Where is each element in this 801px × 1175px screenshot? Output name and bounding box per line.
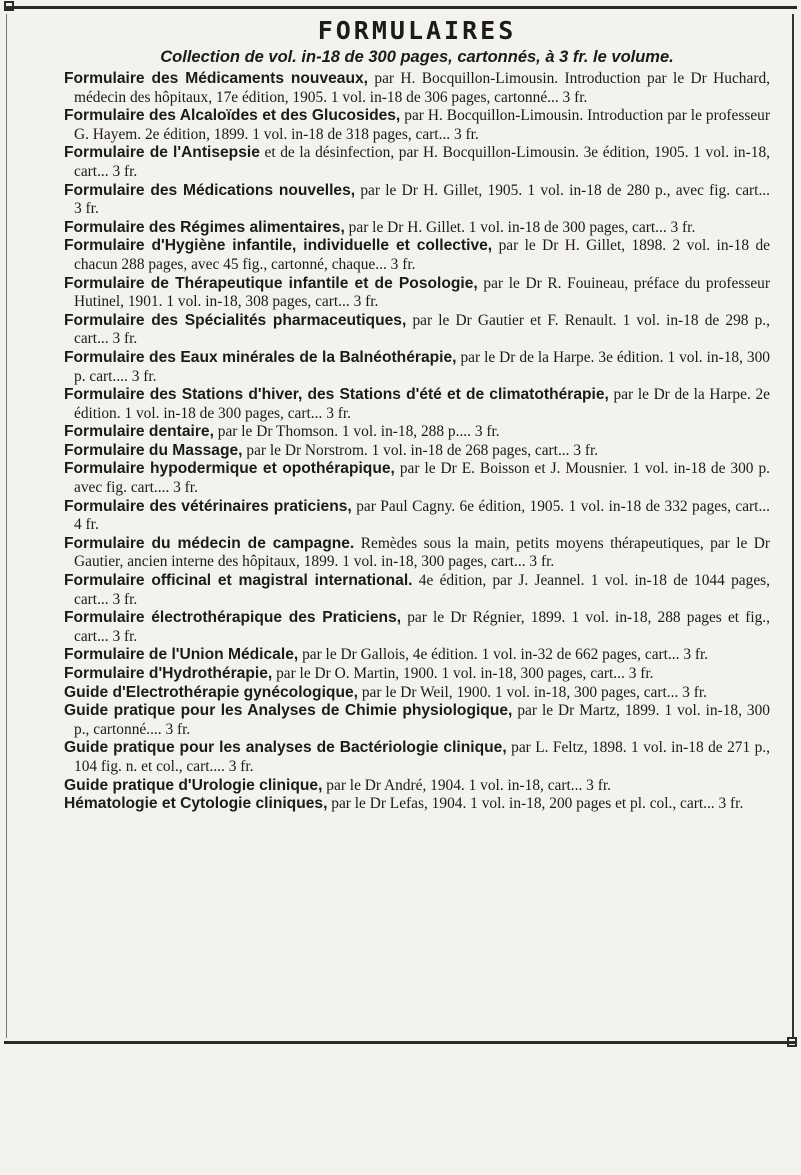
entry-price: 3 fr. <box>529 553 555 571</box>
catalog-entry: Formulaire des Spécialités pharmaceutiques, par le Dr Gautier et F. Renault. 1 vol. in-18 de 298 p., cart... 3 fr. <box>64 311 770 348</box>
collection-subtitle: Collection de vol. in-18 de 300 pages, cartonnés, à 3 fr. le volume. <box>160 48 674 66</box>
entry-description: par le Dr O. Martin, 1900. 1 vol. in-18, 300 pages, cart <box>276 665 614 682</box>
entry-price: 3 fr. <box>453 125 479 143</box>
entry-title: Formulaire dentaire, <box>64 423 214 441</box>
entry-price: 3 fr. <box>670 218 696 236</box>
entry-title: Formulaire électrothérapique des Praticiens, <box>64 609 402 627</box>
catalog-entry: Formulaire des Eaux minérales de la Balnéothérapie, par le Dr de la Harpe. 3e édition. 1 vol. in-18, 300 p. cart.... 3 fr. <box>64 348 770 385</box>
catalog-entry: Formulaire hypodermique et opothérapique, par le Dr E. Boisson et J. Mousnier. 1 vol. in-18 de 300 p. avec fig. cart.... 3 fr. <box>64 460 770 497</box>
entry-title: Formulaire des Spécialités pharmaceutiques, <box>64 311 407 329</box>
catalog-entry: Formulaire des Médicaments nouveaux, par H. Bocquillon-Limousin. Introduction par le Dr Huchard, médecin des hôpitaux, 17e édition, 1905. 1 vol. in-18 de 306 pages, cartonné... 3 fr. <box>64 70 770 106</box>
entry-description: par le Dr Martz, 1899. 1 vol. in-18, 300 p., cartonné. <box>74 702 770 738</box>
entry-title: Guide pratique pour les Analyses de Chimie physiologique, <box>64 702 513 720</box>
entry-description: par le Dr de la Harpe. 2e édition. 1 vol. in-18 de 300 pages, cart <box>74 386 770 422</box>
entry-list <box>64 70 770 814</box>
entry-title: Formulaire des Stations d'hiver, des Stations d'été et de climatothérapie, <box>64 386 609 404</box>
entry-price: 4 fr. <box>74 516 99 534</box>
entry-description: 4e édition, par J. Jeannel. 1 vol. in-18 de 1044 pages, cart <box>74 572 770 608</box>
entry-description: par le Dr André, 1904. 1 vol. in-18, cart <box>326 776 571 794</box>
top-border-rule <box>4 6 797 9</box>
catalog-entry: Formulaire dentaire, par le Dr Thomson. 1 vol. in-18, 288 p.... 3 fr. <box>64 423 500 441</box>
entry-description: par le Dr Norstrom. 1 vol. in-18 de 268 pages, cart <box>246 441 558 459</box>
catalog-page <box>64 14 770 814</box>
entry-title: Formulaire des Régimes alimentaires, <box>64 218 345 236</box>
entry-title: Formulaire officinal et magistral international. <box>64 572 413 590</box>
entry-description: par le Dr Gautier et F. Renault. 1 vol. in-18 de 298 p., cart <box>74 311 770 348</box>
entry-price: 3 fr. <box>586 776 611 794</box>
catalog-entry: Formulaire de Thérapeutique infantile et de Posologie, par le Dr R. Fouineau, préface du professeur Hutinel, 1901. 1 vol. in-18, 308 pages, cart... 3 fr. <box>64 274 770 311</box>
entry-price: 3 fr. <box>173 479 198 497</box>
entry-description: par le Dr Gallois, 4e édition. 1 vol. in-32 de 662 pages, cart <box>302 646 668 664</box>
catalog-entry: Formulaire des Stations d'hiver, des Stations d'été et de climatothérapie, par le Dr de la Harpe. 2e édition. 1 vol. in-18 de 300 pages, cart... 3 fr. <box>64 386 770 422</box>
entry-title: Formulaire des Eaux minérales de la Balnéothérapie, <box>64 348 457 366</box>
page-title: FORMULAIRES <box>317 16 517 45</box>
entry-description: par H. Bocquillon-Limousin. Introduction par le professeur G. Hayem. 2e édition, 1899. 1 vol. in-18 de 318 pages, cart <box>74 107 770 143</box>
entry-price: 3 fr. <box>718 795 744 813</box>
entry-description: par le Dr H. Gillet, 1898. 2 vol. in-18 de chacun 288 pages, avec 45 fig., cartonné, chaque <box>74 237 770 273</box>
entry-price: 3 fr. <box>131 367 157 385</box>
entry-price: 3 fr. <box>683 646 709 664</box>
entry-description: Remèdes sous la main, petits moyens thérapeutiques, par le Dr Gautier, ancien interne des hôpitaux, 1899. 1 vol. in-18, 300 pages, cart <box>74 534 770 571</box>
entry-description: par le Dr Régnier, 1899. 1 vol. in-18, 288 pages et fig., cart <box>74 609 770 645</box>
entry-description: par Paul Cagny. 6e édition, 1905. 1 vol. in-18 de 332 pages, cart <box>356 497 759 515</box>
entry-title: Formulaire des Médications nouvelles, <box>64 181 356 199</box>
entry-price: 3 fr. <box>573 441 599 459</box>
catalog-entry: Formulaire du médecin de campagne. Remèdes sous la main, petits moyens thérapeutiques, par le Dr Gautier, ancien interne des hôpitaux, 1899. 1 vol. in-18, 300 pages, cart... 3 fr. <box>64 534 770 571</box>
catalog-entry: Formulaire de l'Union Médicale, par le Dr Gallois, 4e édition. 1 vol. in-32 de 662 pages, cart... 3 fr. <box>64 646 709 664</box>
catalog-entry: Guide d'Electrothérapie gynécologique, par le Dr Weil, 1900. 1 vol. in-18, 300 pages, cart... 3 fr. <box>64 683 707 701</box>
catalog-entry: Formulaire des Régimes alimentaires, par le Dr H. Gillet. 1 vol. in-18 de 300 pages, cart... 3 fr. <box>64 218 696 236</box>
entry-title: Formulaire de l'Union Médicale, <box>64 646 299 664</box>
catalog-entry: Formulaire des Alcaloïdes et des Glucosides, par H. Bocquillon-Limousin. Introduction par le professeur G. Hayem. 2e édition, 1899. 1 vol. in-18 de 318 pages, cart... 3 fr. <box>64 107 770 143</box>
catalog-entry: Formulaire des vétérinaires praticiens, par Paul Cagny. 6e édition, 1905. 1 vol. in-18 de 332 pages, cart... 4 fr. <box>64 497 770 534</box>
catalog-entry: Formulaire d'Hygiène infantile, individuelle et collective, par le Dr H. Gillet, 1898. 2 vol. in-18 de chacun 288 pages, avec 45 fig., cartonné, chaque... 3 fr. <box>64 237 770 273</box>
catalog-entry: Formulaire officinal et magistral international. 4e édition, par J. Jeannel. 1 vol. in-18 de 1044 pages, cart... 3 fr. <box>64 572 770 608</box>
catalog-entry: Guide pratique d'Urologie clinique, par le Dr André, 1904. 1 vol. in-18, cart... 3 fr. <box>64 776 611 794</box>
entry-price: 3 fr. <box>112 162 138 180</box>
entry-description: par le Dr E. Boisson et J. Mousnier. 1 vol. in-18 de 300 p. avec fig. cart. <box>74 460 770 497</box>
entry-title: Formulaire de l'Antisepsie <box>64 144 260 162</box>
catalog-entry: Guide pratique pour les Analyses de Chimie physiologique, par le Dr Martz, 1899. 1 vol. in-18, 300 p., cartonné.... 3 fr. <box>64 702 770 738</box>
catalog-entry: Formulaire électrothérapique des Praticiens, par le Dr Régnier, 1899. 1 vol. in-18, 288 pages et fig., cart... 3 fr. <box>64 609 770 645</box>
entry-title: Formulaire du médecin de campagne. <box>64 534 355 552</box>
catalog-entry: Formulaire de l'Antisepsie et de la désinfection, par H. Bocquillon-Limousin. 3e édition, 1905. 1 vol. in-18, cart... 3 fr. <box>64 144 770 180</box>
entry-title: Formulaire du Massage, <box>64 441 243 459</box>
entry-title: Guide pratique d'Urologie clinique, <box>64 776 323 794</box>
catalog-entry: Formulaire d'Hydrothérapie, par le Dr O. Martin, 1900. 1 vol. in-18, 300 pages, cart... 3 fr. <box>64 665 654 682</box>
entry-price: 3 fr. <box>628 665 654 682</box>
entry-price: 3 fr. <box>353 293 379 311</box>
entry-price: 3 fr. <box>165 720 191 738</box>
entry-title: Formulaire d'Hygiène infantile, individuelle et collective, <box>64 237 493 255</box>
entry-title: Guide pratique pour les analyses de Bactériologie clinique, <box>64 739 507 757</box>
entry-price: 3 fr. <box>112 330 138 348</box>
catalog-entry: Guide pratique pour les analyses de Bactériologie clinique, par L. Feltz, 1898. 1 vol. in-18 de 271 p., 104 fig. n. et col., cart.... 3 fr. <box>64 739 770 775</box>
entry-price: 3 fr. <box>326 404 351 422</box>
entry-price: 3 fr. <box>112 590 138 608</box>
entry-title: Formulaire des vétérinaires praticiens, <box>64 497 352 515</box>
entry-price: 3 fr. <box>228 757 254 775</box>
entry-title: Formulaire d'Hydrothérapie, <box>64 665 273 682</box>
catalog-entry: Formulaire des Médications nouvelles, par le Dr H. Gillet, 1905. 1 vol. in-18 de 280 p., avec fig. cart... 3 fr. <box>64 181 770 218</box>
entry-title: Formulaire de Thérapeutique infantile et de Posologie, <box>64 274 478 292</box>
entry-price: 3 fr. <box>474 423 500 441</box>
entry-price: 3 fr. <box>112 627 138 645</box>
entry-title: Guide d'Electrothérapie gynécologique, <box>64 683 358 701</box>
entry-title: Formulaire des Alcaloïdes et des Glucosides, <box>64 107 401 125</box>
entry-price: 3 fr. <box>682 683 707 701</box>
bottom-border-rule <box>4 1041 797 1044</box>
entry-price: 3 fr. <box>74 200 99 218</box>
entry-description: par le Dr Lefas, 1904. 1 vol. in-18, 200 pages et pl. col., cart <box>331 795 704 813</box>
entry-description: et de la désinfection, par H. Bocquillon-Limousin. 3e édition, 1905. 1 vol. in-18, cart <box>74 144 770 180</box>
entry-description: par le Dr R. Fouineau, préface du professeur Hutinel, 1901. 1 vol. in-18, 308 pages, cart <box>74 274 770 311</box>
entry-title: Hématologie et Cytologie cliniques, <box>64 795 328 813</box>
entry-description: par L. Feltz, 1898. 1 vol. in-18 de 271 p., 104 fig. n. et col., cart. <box>74 739 770 775</box>
entry-price: 3 fr. <box>390 255 416 273</box>
entry-description: par le Dr H. Gillet, 1905. 1 vol. in-18 de 280 p., avec fig. cart <box>360 181 759 199</box>
entry-description: par le Dr Thomson. 1 vol. in-18, 288 p. <box>217 423 460 441</box>
entry-price: 3 fr. <box>562 88 588 106</box>
entry-description: par le Dr de la Harpe. 3e édition. 1 vol. in-18, 300 p. cart. <box>74 348 770 385</box>
catalog-entry: Formulaire du Massage, par le Dr Norstrom. 1 vol. in-18 de 268 pages, cart... 3 fr. <box>64 441 599 459</box>
entry-title: Formulaire hypodermique et opothérapique, <box>64 460 395 478</box>
entry-description: par H. Bocquillon-Limousin. Introduction par le Dr Huchard, médecin des hôpitaux, 17e édition, 1905. 1 vol. in-18 de 306 pages, cartonné <box>74 70 770 106</box>
entry-description: par le Dr Weil, 1900. 1 vol. in-18, 300 pages, cart <box>361 683 667 701</box>
entry-title: Formulaire des Médicaments nouveaux, <box>64 70 368 87</box>
catalog-entry: Hématologie et Cytologie cliniques, par le Dr Lefas, 1904. 1 vol. in-18, 200 pages et pl. col., cart... 3 fr. <box>64 795 744 813</box>
entry-description: par le Dr H. Gillet. 1 vol. in-18 de 300 pages, cart <box>348 218 656 236</box>
